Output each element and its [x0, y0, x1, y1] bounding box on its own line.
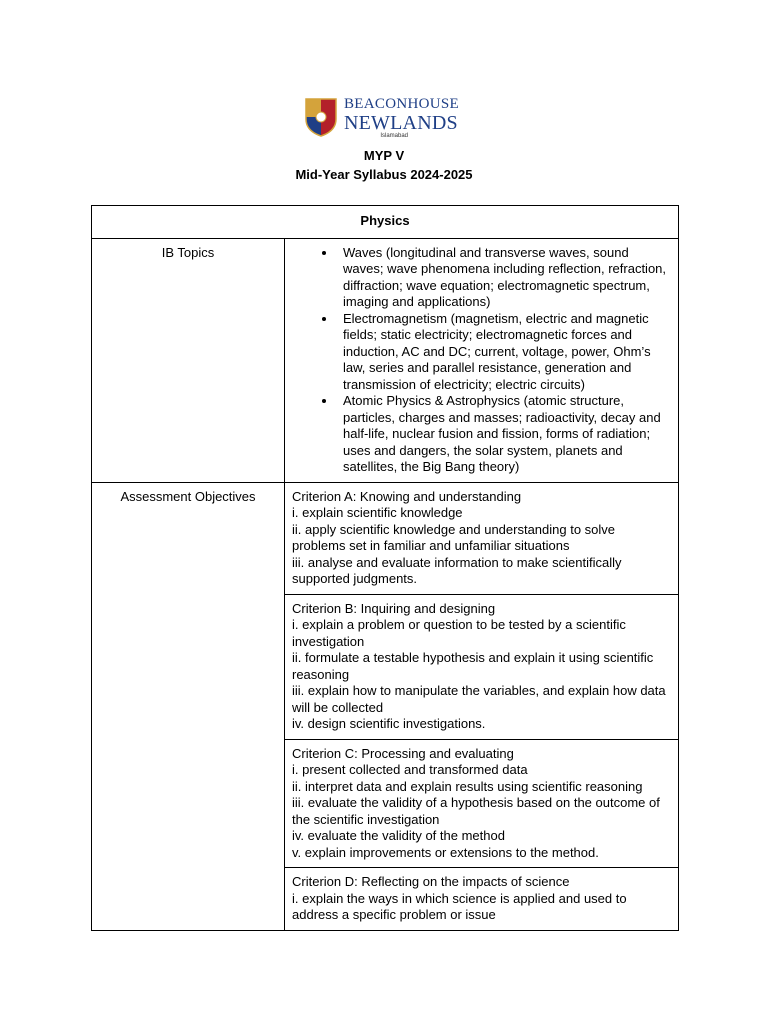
syllabus-title: Mid-Year Syllabus 2024-2025 — [295, 167, 473, 182]
criterion-c-cell — [285, 739, 679, 868]
topic-item: • Waves (longitudinal and transverse waves, sound waves; wave phenomena including reflection, refraction, diffraction; wave equation; electromagnetic spectrum, imaging and applications) — [337, 245, 671, 311]
ib-topics-label: IB Topics — [92, 238, 285, 482]
criterion-title: Criterion B: Inquiring and designing — [292, 600, 496, 616]
criterion-a-row — [92, 482, 679, 594]
criterion-item: iii. evaluate the validity of a hypothesis based on the outcome of the scientific investigation — [292, 795, 660, 827]
subject-header: Physics — [92, 206, 679, 239]
ib-topics-cell — [285, 238, 679, 482]
criterion-item: i. present collected and transformed data — [292, 762, 528, 777]
logo-wordmark — [344, 96, 468, 140]
criterion-title: Criterion A: Knowing and understanding — [292, 488, 522, 504]
logo-line-2: NEWLANDS — [344, 112, 458, 134]
criterion-item: i. explain the ways in which science is applied and used to address a specific problem or issue — [292, 890, 627, 922]
syllabus-table — [91, 205, 679, 931]
criterion-item: iv. design scientific investigations. — [292, 716, 486, 731]
criterion-item: iv. evaluate the validity of the method — [292, 828, 505, 843]
ib-topics-list — [292, 245, 671, 476]
criterion-d-cell — [285, 868, 679, 931]
criterion-item: iii. explain how to manipulate the variables, and explain how data will be collected — [292, 683, 666, 715]
ib-topics-row — [92, 238, 679, 482]
subject-row — [92, 206, 679, 239]
logo-line-1: BEACONHOUSE — [344, 96, 459, 112]
criterion-a-cell — [285, 482, 679, 594]
criterion-item: i. explain scientific knowledge — [292, 505, 463, 520]
crest-icon — [304, 97, 338, 137]
topic-item: • Atomic Physics & Astrophysics (atomic structure, particles, charges and masses; radioactivity, decay and half-life, nuclear fusion and fission, forms of radiation; uses and dangers, the solar system, planets and satellites, the Big Bang theory) — [337, 393, 671, 476]
logo-line-3: Islamabad — [380, 133, 408, 139]
criterion-title: Criterion D: Reflecting on the impacts of science — [292, 874, 570, 889]
criterion-item: v. explain improvements or extensions to the method. — [292, 844, 599, 860]
criterion-item: iii. analyse and evaluate information to make scientifically supported judgments. — [292, 554, 622, 586]
criterion-item: i. explain a problem or question to be tested by a scientific investigation — [292, 617, 626, 649]
school-logo — [304, 96, 466, 140]
criterion-item: ii. interpret data and explain results using scientific reasoning — [292, 778, 643, 794]
criterion-item: ii. formulate a testable hypothesis and explain it using scientific reasoning — [292, 650, 654, 682]
criterion-item: ii. apply scientific knowledge and understanding to solve problems set in familiar and unfamiliar situations — [292, 521, 616, 553]
criterion-b-cell — [285, 594, 679, 739]
assessment-objectives-label: Assessment Objectives — [92, 482, 285, 930]
topic-item: • Electromagnetism (magnetism, electric and magnetic fields; static electricity; electromagnetic forces and induction, AC and DC; current, voltage, power, Ohm’s law, series and parallel resistance, generation and transmission of electricity; electric circuits) — [337, 311, 671, 394]
program-heading: MYP V — [363, 148, 405, 163]
criterion-title: Criterion C: Processing and evaluating — [292, 745, 514, 761]
